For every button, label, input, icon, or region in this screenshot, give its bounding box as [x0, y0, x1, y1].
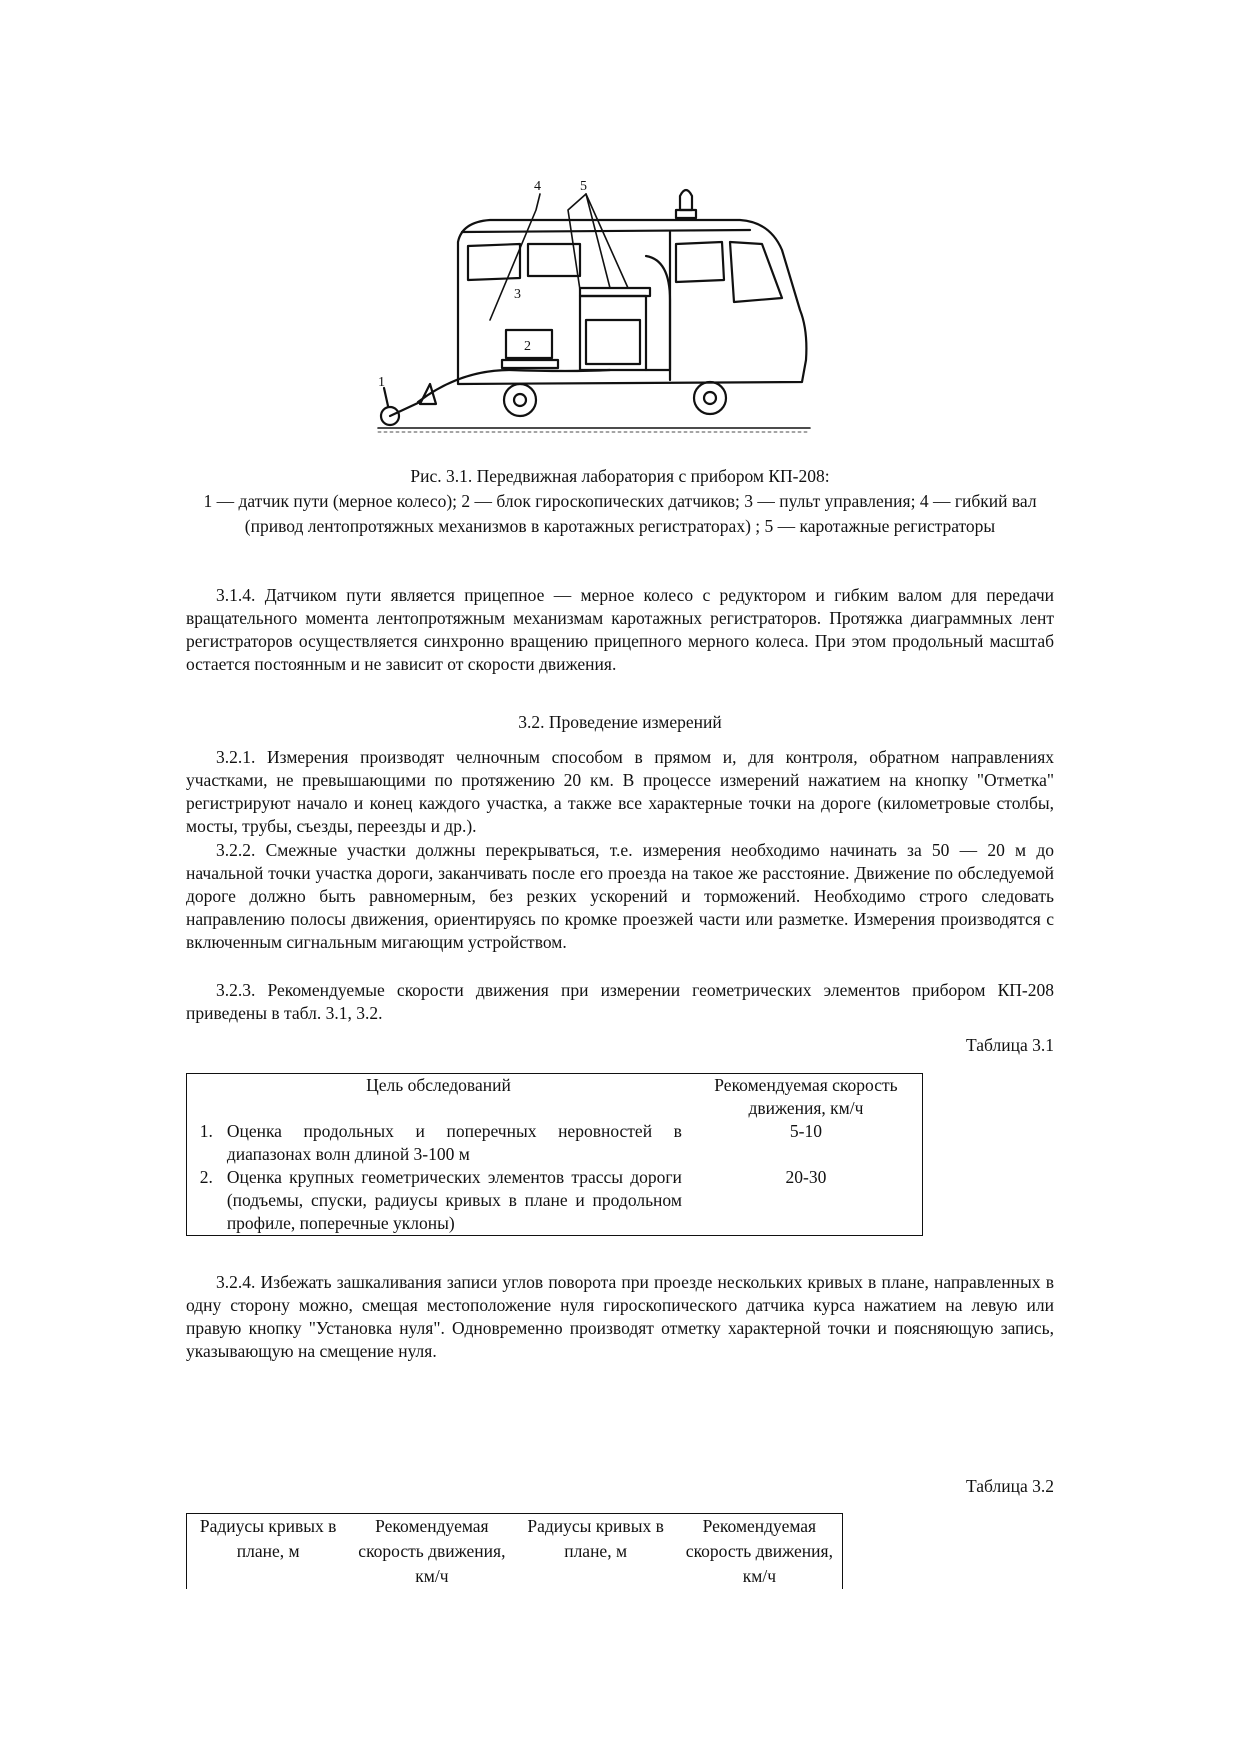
row-goal: Оценка продольных и поперечных неровностей в диапазонах волн длиной 3-100 м	[226, 1121, 682, 1164]
table-3-1-label: Таблица 3.1	[966, 1035, 1054, 1055]
van-window	[468, 244, 520, 280]
row-number: 1.	[187, 1120, 219, 1166]
van-window	[528, 244, 580, 276]
rear-wheel	[504, 384, 536, 416]
front-wheel	[694, 382, 726, 414]
caption-legend: 1 — датчик пути (мерное колесо); 2 — блок гироскопических датчиков; 3 — пульт управления; 4 — гибкий вал (привод лентопротяжных механизмов в каротажных регистраторах) ; 5 — каротажные регистраторы	[203, 491, 1037, 536]
caption-title: Рис. 3.1. Передвижная лаборатория с прибором КП-208:	[410, 466, 830, 486]
table-row	[187, 1120, 923, 1166]
callout-3: 3	[514, 287, 521, 302]
table-3-2-label: Таблица 3.2	[966, 1476, 1054, 1496]
section-heading-3-2: 3.2. Проведение измерений	[518, 712, 722, 732]
figure-caption	[186, 464, 1054, 539]
row-speed: 20-30	[690, 1166, 923, 1236]
van-window	[730, 242, 782, 302]
row-number: 2.	[187, 1166, 219, 1236]
table-3-2-header-radius-2: Радиусы кривых в плане, м	[527, 1516, 664, 1561]
paragraph-3-2-2: 3.2.2. Смежные участки должны перекрываться, т.е. измерения необходимо начинать за 50 — 20 м до начальной точки участка дороги, заканчивать после его проезда на такое же расстояние. Движение по обследуемой дороге должно быть равномерным, без резких ускорений и торможений. Необходимо строго следовать направлению полосы движения, ориентируясь по кромке проезжей части или разметке. Измерения производятся с включенным сигнальным мигающим устройством.	[186, 840, 1054, 952]
callout-4: 4	[534, 179, 541, 194]
row-speed: 5-10	[690, 1120, 923, 1166]
table-3-2-header-speed-1: Рекомендуемая скорость движения, км/ч	[358, 1516, 506, 1586]
van-roof-line	[462, 230, 750, 232]
console-panel	[580, 288, 650, 296]
table-3-2-header-radius-1: Радиусы кривых в плане, м	[187, 1514, 350, 1590]
table-3-1-header-speed: Рекомендуемая скорость движения, км/ч	[690, 1074, 923, 1121]
callout-5: 5	[580, 179, 587, 194]
table-row	[187, 1166, 923, 1236]
table-3-1	[186, 1073, 923, 1236]
table-3-2	[186, 1513, 843, 1589]
van-window	[676, 242, 724, 282]
paragraph-3-2-1: 3.2.1. Измерения производят челночным способом в прямом и, для контроля, обратном направлениях участками, не превышающими по протяжению 20 км. В процессе измерений нажатием на кнопку "Отметка" регистрируют начало и конец каждого участка, а также все характерные точки на дороге (километровые столбы, мосты, трубы, съезды, переезды и др.).	[186, 747, 1054, 836]
console-cabinet	[580, 296, 646, 370]
table-3-2-header-speed-2: Рекомендуемая скорость движения, км/ч	[677, 1514, 843, 1590]
callout-1: 1	[378, 375, 385, 390]
table-3-1-header-goal: Цель обследований	[187, 1074, 690, 1121]
paragraph-3-2-4: 3.2.4. Избежать зашкаливания записи углов поворота при проезде нескольких кривых в плане, направленных в одну сторону можно, смещая местоположение нуля гироскопического датчика курса нажатием на левую или правую кнопку "Установка нуля". Одновременно производят отметку характерной точки и поясняющую запись, указывающую на смещение нуля.	[186, 1272, 1054, 1361]
paragraph-3-1-4: 3.1.4. Датчиком пути является прицепное — мерное колесо с редуктором и гибким валом для передачи вращательного момента лентопротяжным механизмам каротажных регистраторов. Протяжка диаграммных лент регистраторов осуществляется синхронно вращению прицепного мерного колеса. При этом продольный масштаб остается постоянным и не зависит от скорости движения.	[186, 585, 1054, 674]
callout-2: 2	[524, 339, 531, 354]
row-goal: Оценка крупных геометрических элементов трассы дороги (подъемы, спуски, радиусы кривых в плане и продольном профиле, поперечные уклоны)	[226, 1167, 682, 1233]
paragraph-3-2-3: 3.2.3. Рекомендуемые скорости движения при измерении геометрических элементов прибором КП-208 приведены в табл. 3.1, 3.2.	[186, 980, 1054, 1023]
beacon-lamp	[680, 190, 692, 210]
mobile-lab-figure	[370, 170, 870, 440]
